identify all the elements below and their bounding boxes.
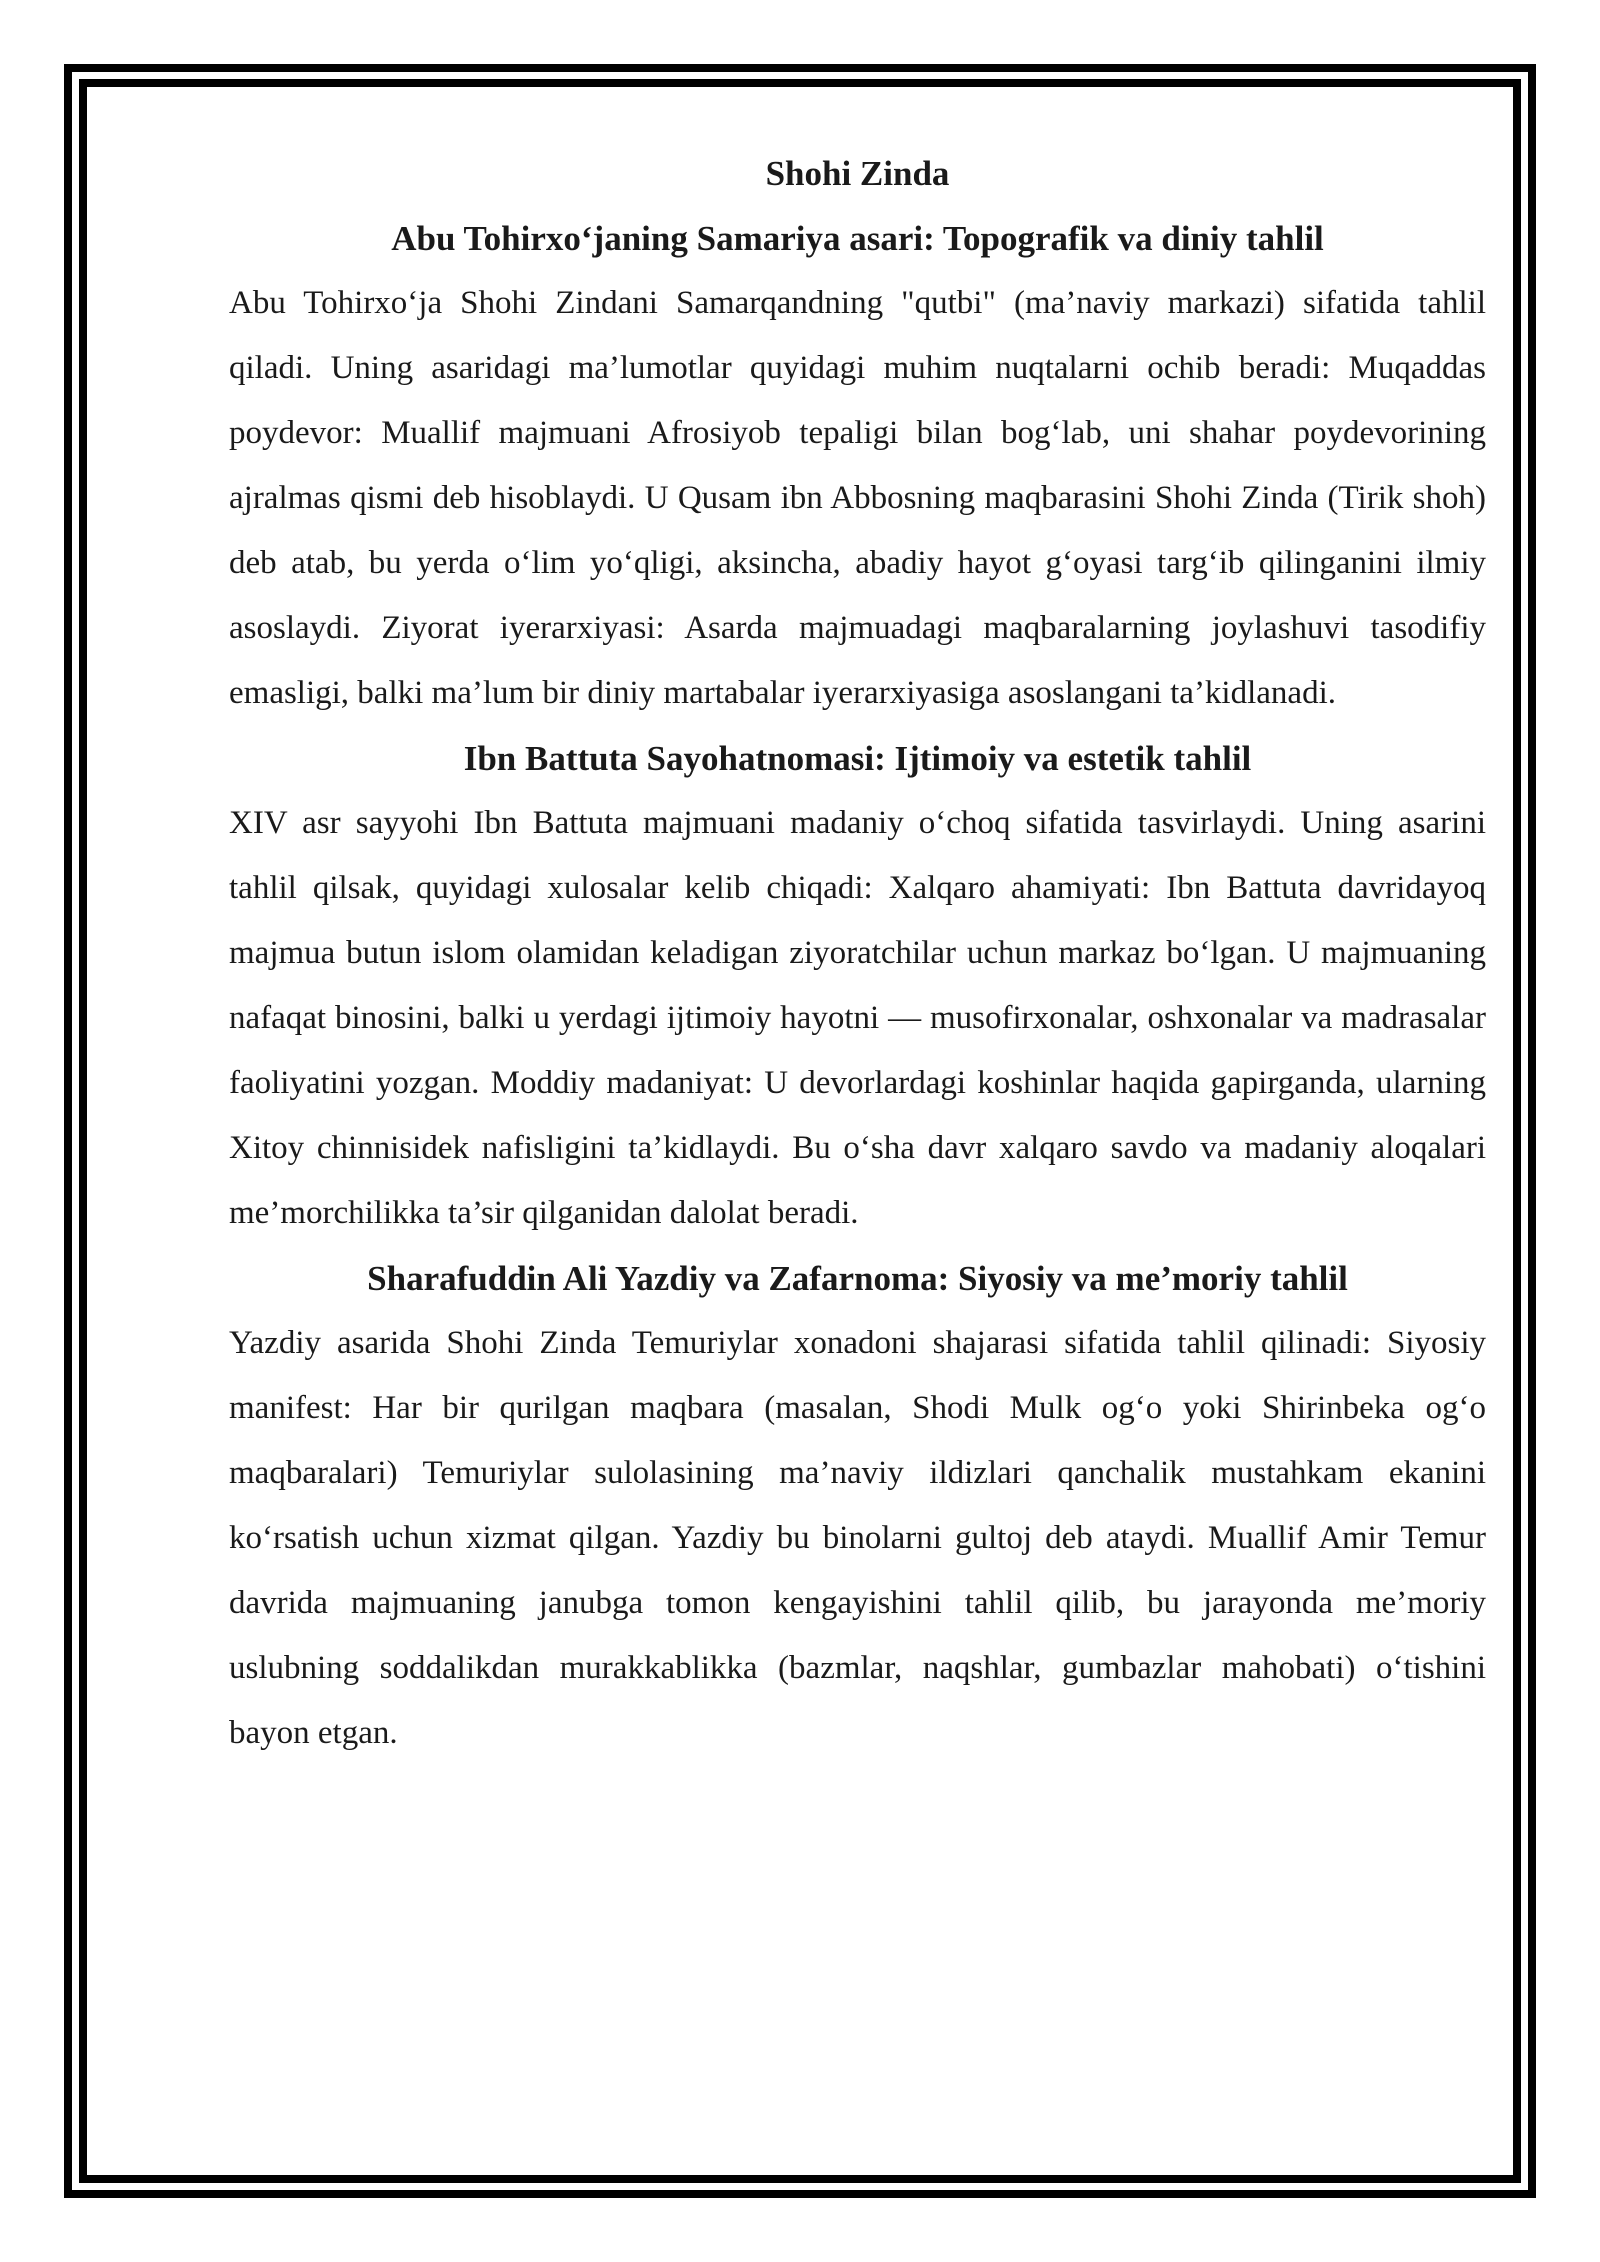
document-title: Shohi Zinda [765, 154, 950, 193]
section-paragraph-yazdiy: Yazdiy asarida Shohi Zinda Temuriylar xonadoni shajarasi sifatida tahlil qilinadi: Siyosiy manifest: Har bir qurilgan maqbara (masalan, Shodi Mulk og‘o yoki Shirinbeka og‘o maqbaralari) Temuriylar sulolasining ma’naviy ildizlari qanchalik mustahkam ekanini ko‘rsatish uchun xizmat qilgan. Yazdiy bu binolarni gultoj deb ataydi. Muallif Amir Temur davrida majmuaning janubga tomon kengayishini tahlil qilib, bu jarayonda me’moriy uslubning soddalikdan murakkablikka (bazmlar, naqshlar, gumbazlar mahobati) o‘tishini bayon etgan. [229, 1325, 1486, 1751]
section-heading-abu-tohirxoja: Abu Tohirxo‘janing Samariya asari: Topografik va diniy tahlil [391, 219, 1324, 258]
section-paragraph-abu-tohirxoja: Abu Tohirxo‘ja Shohi Zindani Samarqandning "qutbi" (ma’naviy markazi) sifatida tahlil qiladi. Uning asaridagi ma’lumotlar quyidagi muhim nuqtalarni ochib beradi: Muqaddas poydevor: Muallif majmuani Afrosiyob tepaligi bilan bog‘lab, uni shahar poydevorining ajralmas qismi deb hisoblaydi. U Qusam ibn Abbosning maqbarasini Shohi Zinda (Tirik shoh) deb atab, bu yerda o‘lim yo‘qligi, aksincha, abadiy hayot g‘oyasi targ‘ib qilinganini ilmiy asoslaydi. Ziyorat iyerarxiyasi: Asarda majmuadagi maqbaralarning joylashuvi tasodifiy emasligi, balki ma’lum bir diniy martabalar iyerarxiyasiga asoslangani ta’kidlanadi. [229, 285, 1486, 711]
document-body [229, 141, 1486, 1766]
section-heading-ibn-battuta: Ibn Battuta Sayohatnomasi: Ijtimoiy va estetik tahlil [463, 739, 1252, 778]
section-heading-yazdiy: Sharafuddin Ali Yazdiy va Zafarnoma: Siyosiy va me’moriy tahlil [367, 1259, 1348, 1298]
section-paragraph-ibn-battuta: XIV asr sayyohi Ibn Battuta majmuani madaniy o‘choq sifatida tasvirlaydi. Uning asarini tahlil qilsak, quyidagi xulosalar kelib chiqadi: Xalqaro ahamiyati: Ibn Battuta davridayoq majmua butun islom olamidan keladigan ziyoratchilar uchun markaz bo‘lgan. U majmuaning nafaqat binosini, balki u yerdagi ijtimoiy hayotni — musofirxonalar, oshxonalar va madrasalar faoliyatini yozgan. Moddiy madaniyat: U devorlardagi koshinlar haqida gapirganda, ularning Xitoy chinnisidek nafisligini ta’kidlaydi. Bu o‘sha davr xalqaro savdo va madaniy aloqalari me’morchilikka ta’sir qilganidan dalolat beradi. [229, 805, 1486, 1231]
